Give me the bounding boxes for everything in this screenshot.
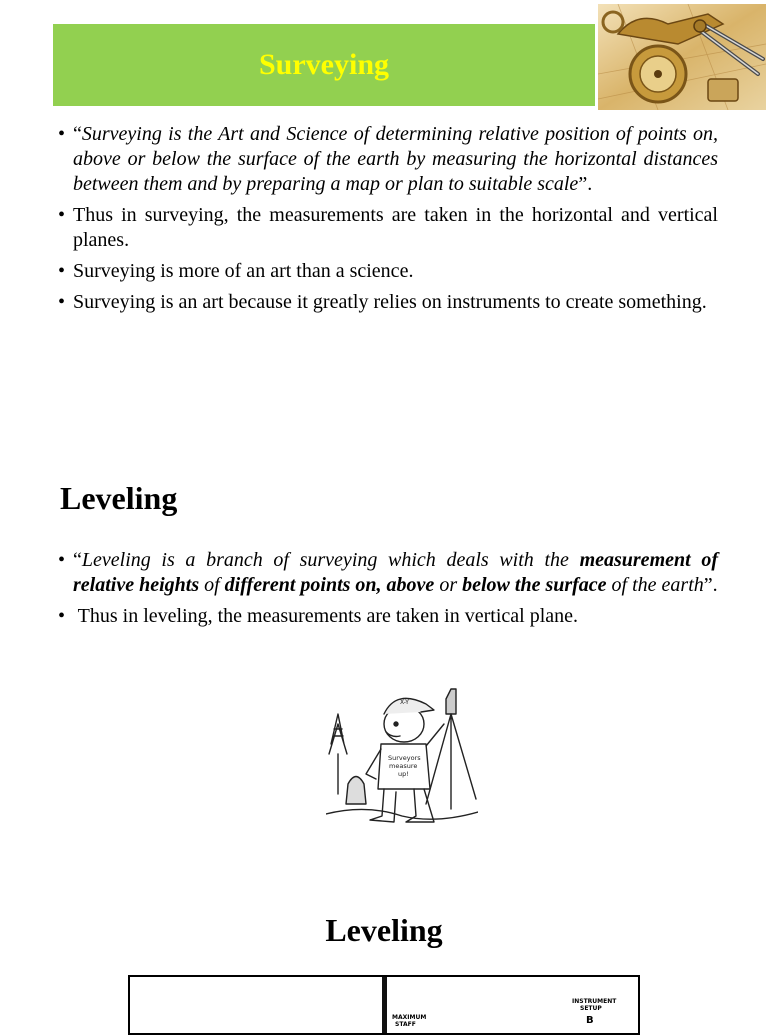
- open-quote: “: [73, 549, 82, 571]
- bullet-marker: •: [58, 605, 66, 627]
- list-item-text: Thus in surveying, the measurements are taken in the horizontal and vertical planes.: [73, 204, 718, 251]
- list-item: [58, 259, 718, 284]
- list-item: [58, 548, 718, 598]
- list-item-text: Thus in leveling, the measurements are taken in vertical plane.: [73, 605, 579, 627]
- list-item: [58, 122, 718, 197]
- list-item-text: Surveying is an art because it greatly relies on instruments to create something.: [73, 291, 707, 313]
- close-quote: ”.: [578, 173, 593, 195]
- leveling-definition-part: or: [434, 574, 463, 596]
- shirt-text-line3: up!: [398, 770, 409, 778]
- diagram-label-maximum: MAXIMUM: [392, 1014, 427, 1021]
- diagram-label-setup: SETUP: [580, 1005, 602, 1012]
- leveling-heading: Leveling: [60, 480, 178, 516]
- second-leveling-heading: Leveling: [325, 912, 443, 948]
- list-item: [58, 203, 718, 253]
- close-quote: ”.: [703, 574, 718, 596]
- shirt-text-line1: Surveyors: [388, 754, 421, 762]
- surveyor-cartoon: [326, 684, 478, 830]
- list-item: [58, 290, 718, 315]
- leveling-bullet-list: [58, 548, 718, 635]
- cap-text: X-Y: [400, 699, 409, 706]
- bullet-marker: •: [58, 123, 66, 145]
- page-title: Surveying: [258, 48, 390, 81]
- bullet-marker: •: [58, 549, 66, 571]
- leveling-definition-part: of the earth: [606, 574, 704, 596]
- title-banner: [53, 24, 595, 106]
- list-item: [58, 604, 718, 629]
- list-item-text: Surveying is more of an art than a science.: [73, 260, 414, 282]
- leveling-definition-part: Leveling is a branch of surveying which deals with the: [81, 549, 580, 571]
- leveling-definition-emphasis: different points on, above: [224, 574, 435, 596]
- leveling-definition-emphasis: below the surface: [462, 574, 607, 596]
- open-quote: “: [73, 123, 82, 145]
- surveying-definition: Surveying is the Art and Science of determining relative position of points on, above or below the surface of the earth by measuring the horizontal distances between them and by preparing a map or plan to suitable scale: [73, 123, 718, 195]
- diagram-label-instrument: INSTRUMENT: [572, 998, 617, 1005]
- bullet-marker: •: [58, 291, 66, 313]
- leveling-diagram: [128, 975, 640, 1035]
- bullet-marker: •: [58, 204, 66, 226]
- leveling-definition-part: of: [199, 574, 225, 596]
- diagram-label-staff: STAFF: [395, 1021, 416, 1028]
- surveying-bullet-list: [58, 122, 718, 321]
- surveying-instruments-photo: [598, 4, 766, 110]
- diagram-label-b: B: [586, 1015, 594, 1026]
- bullet-marker: •: [58, 260, 66, 282]
- shirt-text-line2: measure: [389, 762, 418, 770]
- leveling-definition-emphasis: measurement of relative heights: [73, 549, 718, 596]
- leveling-staff-icon: [382, 977, 387, 1033]
